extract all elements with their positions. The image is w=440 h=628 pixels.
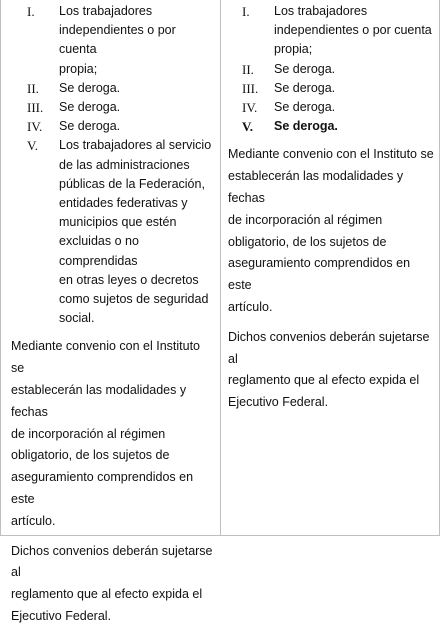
paragraph-convenio: Mediante convenio con el Instituto se establecerán las modalidades y fechas de incorporación al régimen obligatorio, de los sujetos de aseguramiento comprendidos en este artículo. — [11, 339, 201, 528]
list-numeral: IV. — [27, 119, 43, 135]
list-item-text: Se deroga. — [274, 100, 336, 115]
list-item-i — [11, 2, 214, 79]
list-item-text: Los trabajadores independientes o por cuenta propia; — [59, 4, 176, 76]
paragraph-convenio: Mediante convenio con el Instituto se establecerán las modalidades y fechas de incorporación al régimen obligatorio, de los sujetos de aseguramiento comprendidos en este artículo. — [228, 147, 434, 314]
list-numeral: IV. — [242, 100, 258, 116]
spacer — [228, 136, 435, 144]
list-item-text: Los trabajadores al servicio de las administraciones públicas de la Federación, entidades federativas y municipios que estén excluidas o no comprendidas en otras leyes o decretos como sujetos de seguridad social. — [59, 138, 212, 326]
list-item-text: Se deroga. — [274, 119, 338, 134]
list-numeral: I. — [27, 4, 35, 19]
list-numeral: V. — [242, 119, 253, 135]
list-item-ii — [228, 60, 435, 79]
list-item-iii — [228, 79, 435, 98]
list-item-text: Se deroga. — [59, 80, 121, 95]
spacer — [11, 533, 214, 541]
list-numeral: III. — [242, 80, 259, 96]
list-item-i — [228, 2, 435, 60]
list-item-text: Los trabajadores independientes o por cuenta propia; — [274, 4, 432, 57]
spacer — [11, 328, 214, 336]
paragraph-reglamento: Dichos convenios deberán sujetarse al reglamento que al efecto expida el Ejecutivo Federal. — [11, 543, 213, 624]
right-column — [221, 0, 439, 535]
list-item-text: Se deroga. — [59, 119, 121, 134]
spacer — [228, 319, 435, 327]
list-item-text: Se deroga. — [274, 80, 336, 95]
paragraph-reglamento: Dichos convenios deberán sujetarse al reglamento que al efecto expida el Ejecutivo Federal. — [228, 329, 430, 410]
list-numeral: V. — [27, 138, 38, 154]
list-item-iv — [11, 117, 214, 136]
list-item-v — [228, 117, 435, 136]
list-numeral: I. — [242, 4, 250, 19]
list-item-iii — [11, 98, 214, 117]
left-column — [1, 0, 221, 624]
list-item-v — [11, 136, 214, 328]
list-item-text: Se deroga. — [59, 100, 121, 115]
list-numeral: II. — [27, 80, 39, 96]
list-item-iv — [228, 98, 435, 117]
list-item-ii — [11, 79, 214, 98]
list-numeral: III. — [27, 100, 44, 116]
list-numeral: II. — [242, 61, 254, 77]
list-item-text: Se deroga. — [274, 61, 336, 76]
